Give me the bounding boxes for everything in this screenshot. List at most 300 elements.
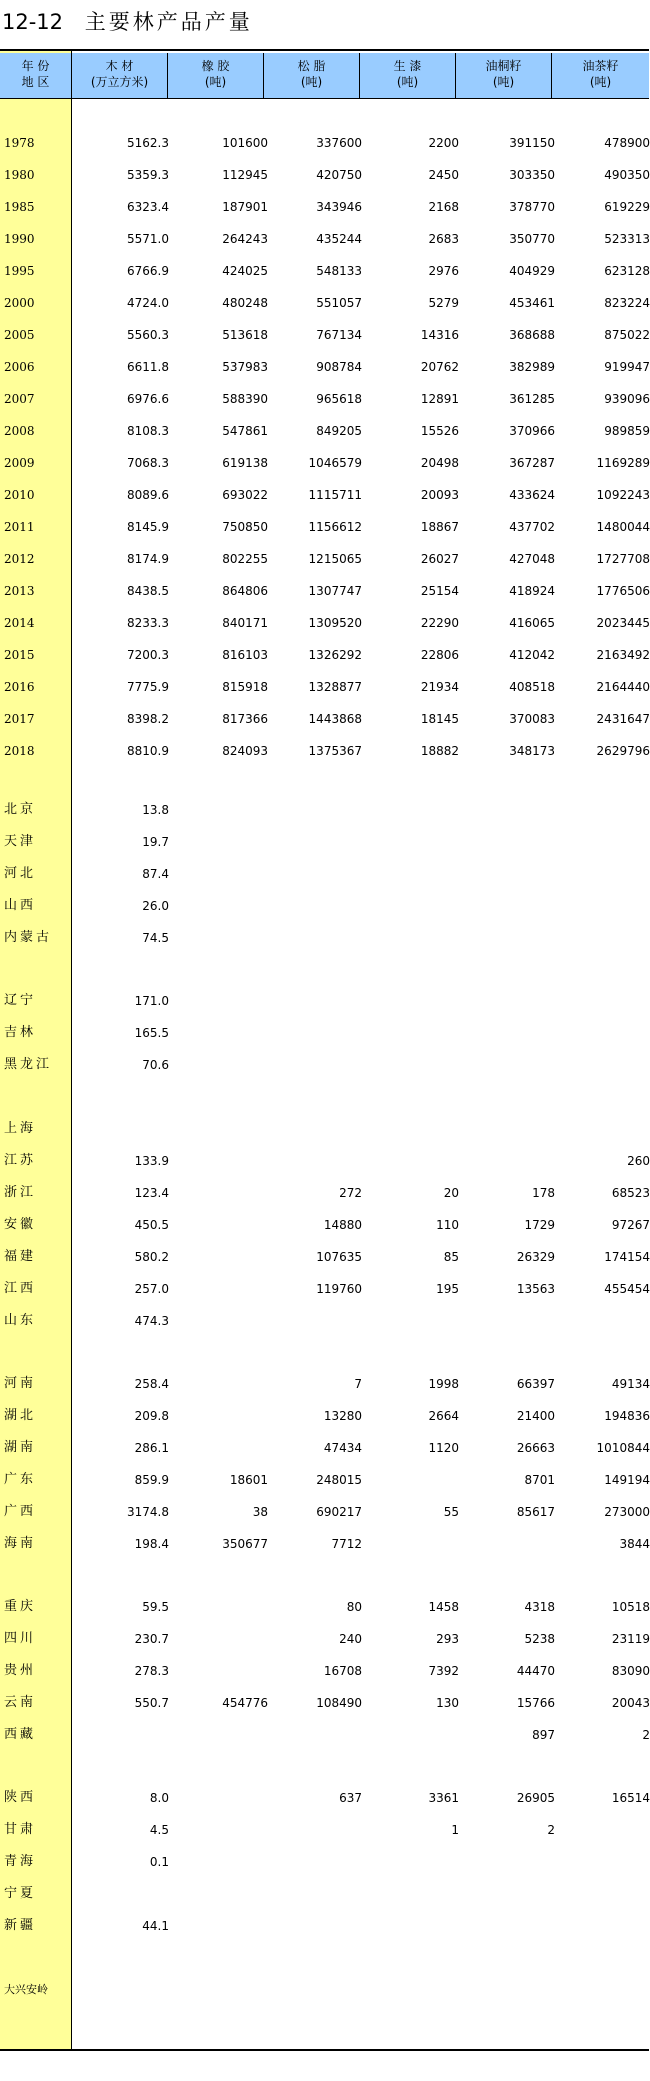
table-title-text: 主要林产品产量 — [84, 10, 253, 34]
value-cell: 5560.3 — [127, 328, 169, 342]
table-row — [0, 1912, 649, 1940]
value-cell: 370966 — [509, 424, 555, 438]
value-cell: 427048 — [509, 552, 555, 566]
value-cell: 875022 — [604, 328, 650, 342]
region-label: 青海 — [4, 1854, 37, 1869]
value-cell: 550.7 — [134, 1696, 169, 1710]
value-cell: 5279 — [428, 296, 459, 310]
year-label: 1990 — [4, 232, 35, 246]
header-rubber — [168, 53, 264, 99]
header-line-1: 木 材 — [105, 59, 134, 73]
table-row — [0, 1976, 649, 2004]
value-cell: 14316 — [420, 328, 459, 342]
value-cell: 919947 — [604, 360, 650, 374]
value-cell: 20 — [443, 1186, 459, 1200]
value-cell: 1169289 — [596, 456, 650, 470]
value-cell: 412042 — [509, 648, 555, 662]
table-row — [0, 987, 649, 1015]
value-cell: 85617 — [516, 1505, 555, 1519]
table-row — [0, 1179, 649, 1207]
value-cell: 187901 — [222, 200, 268, 214]
table-row — [0, 1593, 649, 1621]
value-cell: 198.4 — [134, 1537, 169, 1551]
value-cell: 348173 — [509, 744, 555, 758]
header-line-1: 油茶籽 — [582, 59, 619, 73]
table-row — [0, 1115, 649, 1143]
region-label: 上海 — [4, 1121, 37, 1136]
region-label: 内蒙古 — [4, 930, 53, 945]
value-cell: 6323.4 — [127, 200, 169, 214]
region-label: 辽宁 — [4, 993, 37, 1008]
region-label: 湖北 — [4, 1408, 37, 1423]
value-cell: 2629796 — [596, 744, 650, 758]
header-raw-lacquer — [360, 53, 456, 99]
value-cell: 6976.6 — [127, 392, 169, 406]
value-cell: 38 — [252, 1505, 268, 1519]
value-cell: 7392 — [428, 1664, 459, 1678]
value-cell: 20093 — [420, 488, 459, 502]
table-row — [0, 1275, 649, 1303]
value-cell: 110 — [436, 1218, 459, 1232]
table-row — [0, 737, 649, 765]
value-cell: 22806 — [420, 648, 459, 662]
value-cell: 272 — [339, 1186, 362, 1200]
value-cell: 13.8 — [142, 803, 169, 817]
year-label: 2018 — [4, 744, 35, 758]
year-label: 2015 — [4, 648, 35, 662]
value-cell: 1729 — [524, 1218, 555, 1232]
value-cell: 416065 — [509, 616, 555, 630]
value-cell: 68523 — [611, 1186, 650, 1200]
value-cell: 8398.2 — [127, 712, 169, 726]
value-cell: 1998 — [428, 1377, 459, 1391]
value-cell: 815918 — [222, 680, 268, 694]
table-row — [0, 796, 649, 824]
value-cell: 55 — [443, 1505, 459, 1519]
region-label: 重庆 — [4, 1599, 37, 1614]
year-label: 2013 — [4, 584, 35, 598]
table-row — [0, 1051, 649, 1079]
value-cell: 8810.9 — [127, 744, 169, 758]
year-label: 2010 — [4, 488, 35, 502]
table-row — [0, 1816, 649, 1844]
region-label: 贵州 — [4, 1663, 37, 1678]
value-cell: 123.4 — [134, 1186, 169, 1200]
value-cell: 433624 — [509, 488, 555, 502]
value-cell: 26.0 — [142, 899, 169, 913]
table-row — [0, 225, 649, 253]
table-row — [0, 1466, 649, 1494]
value-cell: 74.5 — [142, 931, 169, 945]
table-row — [0, 449, 649, 477]
region-label: 甘肃 — [4, 1822, 37, 1837]
table-row — [0, 545, 649, 573]
value-cell: 21934 — [420, 680, 459, 694]
year-label: 2014 — [4, 616, 35, 630]
header-rosin — [264, 53, 360, 99]
value-cell: 26905 — [516, 1791, 555, 1805]
value-cell: 859.9 — [134, 1473, 169, 1487]
region-label: 云南 — [4, 1695, 37, 1710]
value-cell: 750850 — [222, 520, 268, 534]
table-title — [2, 6, 253, 36]
value-cell: 13280 — [323, 1409, 362, 1423]
table-row — [0, 1880, 649, 1908]
region-label: 山东 — [4, 1313, 37, 1328]
value-cell: 165.5 — [134, 1026, 169, 1040]
value-cell: 989859 — [604, 424, 650, 438]
value-cell: 101600 — [222, 136, 268, 150]
value-cell: 248015 — [316, 1473, 362, 1487]
value-cell: 408518 — [509, 680, 555, 694]
table-row — [0, 1784, 649, 1812]
value-cell: 26663 — [516, 1441, 555, 1455]
value-cell: 5238 — [524, 1632, 555, 1646]
value-cell: 637 — [339, 1791, 362, 1805]
value-cell: 435244 — [316, 232, 362, 246]
table-row — [0, 673, 649, 701]
table-row — [0, 1019, 649, 1047]
table-row — [0, 892, 649, 920]
value-cell: 18601 — [229, 1473, 268, 1487]
region-label: 江苏 — [4, 1153, 37, 1168]
value-cell: 49134 — [611, 1377, 650, 1391]
table-row — [0, 1721, 649, 1749]
region-label: 西藏 — [4, 1727, 37, 1742]
table-row — [0, 1434, 649, 1462]
header-timber — [72, 53, 168, 99]
value-cell: 257.0 — [134, 1282, 169, 1296]
value-cell: 293 — [436, 1632, 459, 1646]
value-cell: 2168 — [428, 200, 459, 214]
year-label: 2005 — [4, 328, 35, 342]
value-cell: 350770 — [509, 232, 555, 246]
value-cell: 840171 — [222, 616, 268, 630]
table-row — [0, 1147, 649, 1175]
value-cell: 1010844 — [596, 1441, 650, 1455]
table-row — [0, 417, 649, 445]
value-cell: 8108.3 — [127, 424, 169, 438]
table-number: 12-12 — [2, 10, 64, 34]
value-cell: 424025 — [222, 264, 268, 278]
region-label: 河南 — [4, 1376, 37, 1391]
value-cell: 20762 — [420, 360, 459, 374]
table-row — [0, 828, 649, 856]
value-cell: 25154 — [420, 584, 459, 598]
value-cell: 1776506 — [596, 584, 650, 598]
value-cell: 2200 — [428, 136, 459, 150]
value-cell: 1156612 — [308, 520, 362, 534]
region-label: 吉林 — [4, 1025, 37, 1040]
table-row — [0, 577, 649, 605]
value-cell: 8145.9 — [127, 520, 169, 534]
table-row — [0, 193, 649, 221]
table-row — [0, 1243, 649, 1271]
value-cell: 4724.0 — [127, 296, 169, 310]
value-cell: 6611.8 — [127, 360, 169, 374]
region-label: 四川 — [4, 1631, 37, 1646]
value-cell: 26329 — [516, 1250, 555, 1264]
value-cell: 619138 — [222, 456, 268, 470]
year-label: 2011 — [4, 520, 35, 534]
value-cell: 240 — [339, 1632, 362, 1646]
value-cell: 130 — [436, 1696, 459, 1710]
value-cell: 548133 — [316, 264, 362, 278]
header-line-2: (吨) — [204, 75, 227, 89]
value-cell: 5571.0 — [127, 232, 169, 246]
value-cell: 523313 — [604, 232, 650, 246]
value-cell: 2163492 — [596, 648, 650, 662]
value-cell: 1375367 — [308, 744, 362, 758]
table-row — [0, 609, 649, 637]
table-row — [0, 1689, 649, 1717]
value-cell: 258.4 — [134, 1377, 169, 1391]
value-cell: 230.7 — [134, 1632, 169, 1646]
value-cell: 83090 — [611, 1664, 650, 1678]
value-cell: 478900 — [604, 136, 650, 150]
value-cell: 14880 — [323, 1218, 362, 1232]
value-cell: 70.6 — [142, 1058, 169, 1072]
value-cell: 404929 — [509, 264, 555, 278]
region-label: 福建 — [4, 1249, 37, 1264]
value-cell: 4.5 — [149, 1823, 169, 1837]
table-row — [0, 257, 649, 285]
region-label: 大兴安岭 — [4, 1983, 48, 1996]
table-row — [0, 385, 649, 413]
table-row — [0, 1848, 649, 1876]
value-cell: 490350 — [604, 168, 650, 182]
value-cell: 278.3 — [134, 1664, 169, 1678]
value-cell: 3361 — [428, 1791, 459, 1805]
value-cell: 194836 — [604, 1409, 650, 1423]
value-cell: 8174.9 — [127, 552, 169, 566]
value-cell: 378770 — [509, 200, 555, 214]
header-line-2: (吨) — [589, 75, 612, 89]
year-label: 2006 — [4, 360, 35, 374]
value-cell: 2976 — [428, 264, 459, 278]
region-label: 新疆 — [4, 1918, 37, 1933]
value-cell: 816103 — [222, 648, 268, 662]
value-cell: 619229 — [604, 200, 650, 214]
value-cell: 864806 — [222, 584, 268, 598]
value-cell: 8438.5 — [127, 584, 169, 598]
value-cell: 8233.3 — [127, 616, 169, 630]
header-line-1: 橡 胶 — [201, 59, 230, 73]
value-cell: 1215065 — [308, 552, 362, 566]
value-cell: 1480044 — [596, 520, 650, 534]
table-row — [0, 353, 649, 381]
value-cell: 6766.9 — [127, 264, 169, 278]
value-cell: 22290 — [420, 616, 459, 630]
value-cell: 7775.9 — [127, 680, 169, 694]
table-row — [0, 1657, 649, 1685]
value-cell: 87.4 — [142, 867, 169, 881]
value-cell: 149194 — [604, 1473, 650, 1487]
value-cell: 547861 — [222, 424, 268, 438]
table-row — [0, 860, 649, 888]
value-cell: 20043 — [611, 1696, 650, 1710]
value-cell: 16514 — [611, 1791, 650, 1805]
value-cell: 343946 — [316, 200, 362, 214]
year-label: 2017 — [4, 712, 35, 726]
value-cell: 480248 — [222, 296, 268, 310]
value-cell: 350677 — [222, 1537, 268, 1551]
row-label-column — [0, 51, 72, 2049]
value-cell: 85 — [443, 1250, 459, 1264]
value-cell: 474.3 — [134, 1314, 169, 1328]
value-cell: 2664 — [428, 1409, 459, 1423]
year-label: 2007 — [4, 392, 35, 406]
value-cell: 80 — [346, 1600, 362, 1614]
value-cell: 823224 — [604, 296, 650, 310]
value-cell: 437702 — [509, 520, 555, 534]
value-cell: 2431647 — [596, 712, 650, 726]
value-cell: 418924 — [509, 584, 555, 598]
region-label: 黑龙江 — [4, 1057, 53, 1072]
value-cell: 454776 — [222, 1696, 268, 1710]
value-cell: 178 — [532, 1186, 555, 1200]
table-row — [0, 161, 649, 189]
value-cell: 4318 — [524, 1600, 555, 1614]
table-row — [0, 289, 649, 317]
value-cell: 367287 — [509, 456, 555, 470]
region-label: 陕西 — [4, 1790, 37, 1805]
value-cell: 817366 — [222, 712, 268, 726]
value-cell: 370083 — [509, 712, 555, 726]
value-cell: 171.0 — [134, 994, 169, 1008]
year-label: 2012 — [4, 552, 35, 566]
value-cell: 108490 — [316, 1696, 362, 1710]
value-cell: 382989 — [509, 360, 555, 374]
year-label: 2008 — [4, 424, 35, 438]
value-cell: 15526 — [420, 424, 459, 438]
value-cell: 59.5 — [142, 1600, 169, 1614]
header-line-2: 地 区 — [21, 75, 50, 89]
table-row — [0, 321, 649, 349]
value-cell: 1727708 — [596, 552, 650, 566]
value-cell: 1092243 — [596, 488, 650, 502]
value-cell: 19.7 — [142, 835, 169, 849]
value-cell: 455454 — [604, 1282, 650, 1296]
value-cell: 273000 — [604, 1505, 650, 1519]
value-cell: 1326292 — [308, 648, 362, 662]
value-cell: 107635 — [316, 1250, 362, 1264]
value-cell: 66397 — [516, 1377, 555, 1391]
value-cell: 12891 — [420, 392, 459, 406]
value-cell: 97267 — [611, 1218, 650, 1232]
table-row — [0, 705, 649, 733]
value-cell: 7068.3 — [127, 456, 169, 470]
value-cell: 26027 — [420, 552, 459, 566]
value-cell: 802255 — [222, 552, 268, 566]
value-cell: 1307747 — [308, 584, 362, 598]
value-cell: 1115711 — [308, 488, 362, 502]
value-cell: 1 — [451, 1823, 459, 1837]
value-cell: 2 — [547, 1823, 555, 1837]
value-cell: 23119 — [611, 1632, 650, 1646]
region-label: 湖南 — [4, 1440, 37, 1455]
header-line-1: 油桐籽 — [485, 59, 522, 73]
region-label: 江西 — [4, 1281, 37, 1296]
value-cell: 8701 — [524, 1473, 555, 1487]
table-row — [0, 513, 649, 541]
header-rule — [0, 98, 649, 99]
value-cell: 260 — [627, 1154, 650, 1168]
region-label: 天津 — [4, 834, 37, 849]
header-line-2: (吨) — [396, 75, 419, 89]
value-cell: 44470 — [516, 1664, 555, 1678]
region-label: 河北 — [4, 866, 37, 881]
header-line-1: 年 份 — [21, 59, 50, 73]
table-row — [0, 1498, 649, 1526]
value-cell: 450.5 — [134, 1218, 169, 1232]
table-row — [0, 641, 649, 669]
year-label: 1995 — [4, 264, 35, 278]
value-cell: 21400 — [516, 1409, 555, 1423]
value-cell: 939096 — [604, 392, 650, 406]
value-cell: 44.1 — [142, 1919, 169, 1933]
value-cell: 8.0 — [149, 1791, 169, 1805]
value-cell: 623128 — [604, 264, 650, 278]
value-cell: 133.9 — [134, 1154, 169, 1168]
bottom-rule — [0, 2049, 649, 2051]
header-line-1: 生 漆 — [393, 59, 422, 73]
value-cell: 174154 — [604, 1250, 650, 1264]
region-label: 海南 — [4, 1536, 37, 1551]
value-cell: 453461 — [509, 296, 555, 310]
value-cell: 195 — [436, 1282, 459, 1296]
value-cell: 209.8 — [134, 1409, 169, 1423]
value-cell: 13563 — [516, 1282, 555, 1296]
value-cell: 824093 — [222, 744, 268, 758]
value-cell: 303350 — [509, 168, 555, 182]
header-tung-seed — [456, 53, 552, 99]
value-cell: 690217 — [316, 1505, 362, 1519]
value-cell: 7 — [354, 1377, 362, 1391]
value-cell: 908784 — [316, 360, 362, 374]
value-cell: 5162.3 — [127, 136, 169, 150]
value-cell: 361285 — [509, 392, 555, 406]
value-cell: 0.1 — [149, 1855, 169, 1869]
table-row — [0, 129, 649, 157]
year-label: 2016 — [4, 680, 35, 694]
table-row — [0, 481, 649, 509]
region-label: 浙江 — [4, 1185, 37, 1200]
value-cell: 368688 — [509, 328, 555, 342]
table-row — [0, 924, 649, 952]
value-cell: 15766 — [516, 1696, 555, 1710]
value-cell: 2164440 — [596, 680, 650, 694]
year-label: 1980 — [4, 168, 35, 182]
value-cell: 18882 — [420, 744, 459, 758]
header-camellia-seed — [552, 53, 649, 99]
value-cell: 767134 — [316, 328, 362, 342]
header-line-2: (吨) — [300, 75, 323, 89]
header-line-2: (吨) — [492, 75, 515, 89]
header-line-2: (万立方米) — [90, 75, 149, 89]
value-cell: 420750 — [316, 168, 362, 182]
value-cell: 337600 — [316, 136, 362, 150]
table-row — [0, 1370, 649, 1398]
table-row — [0, 1307, 649, 1335]
value-cell: 3174.8 — [127, 1505, 169, 1519]
region-label: 山西 — [4, 898, 37, 913]
region-label: 广西 — [4, 1504, 37, 1519]
value-cell: 2 — [642, 1728, 650, 1742]
value-cell: 551057 — [316, 296, 362, 310]
top-rule — [0, 49, 649, 51]
region-label: 宁夏 — [4, 1886, 37, 1901]
